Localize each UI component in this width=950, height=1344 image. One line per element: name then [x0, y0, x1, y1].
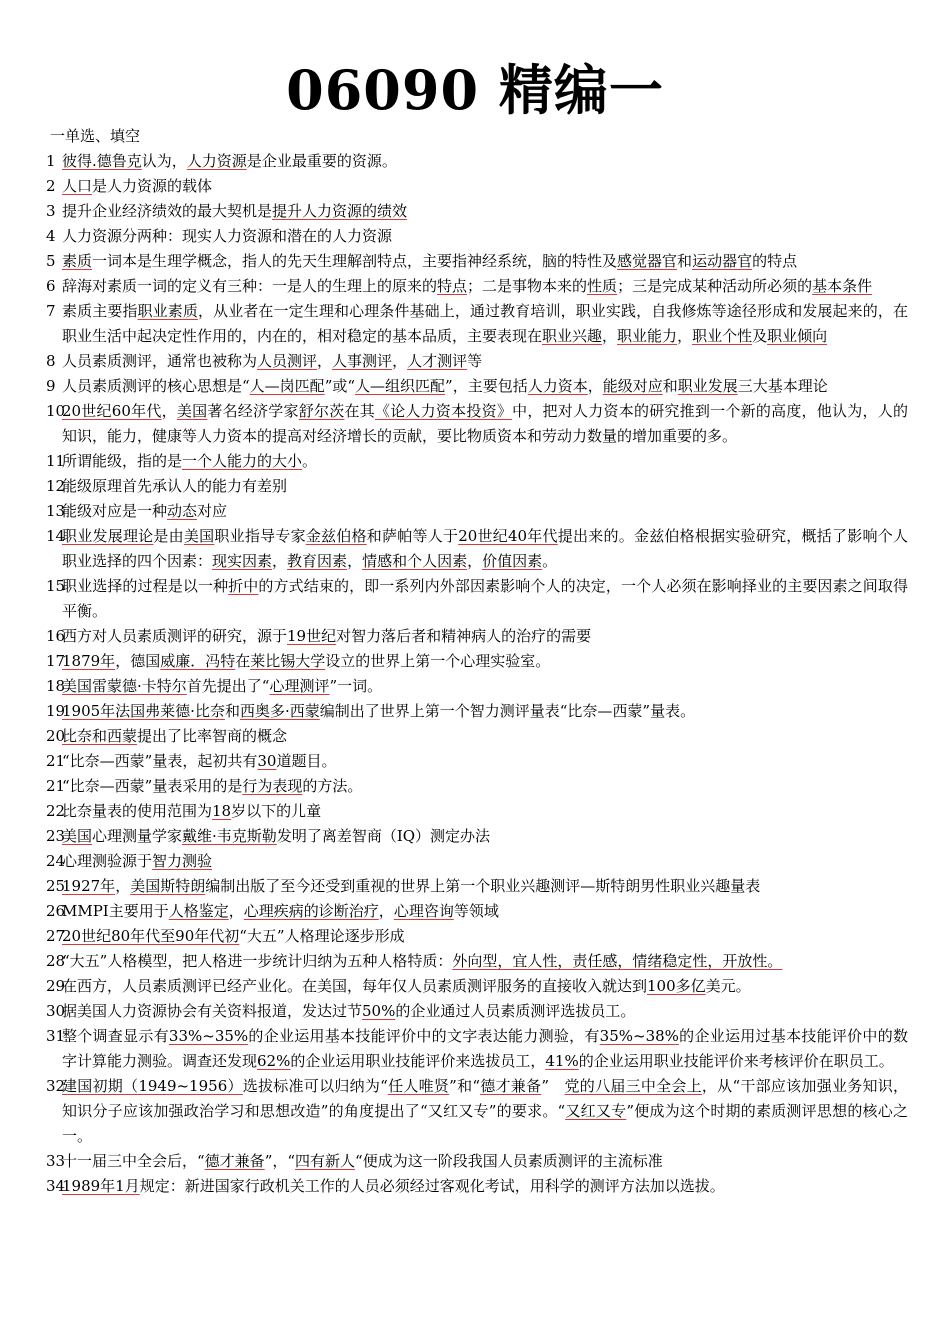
item-number: 21 [46, 777, 66, 795]
text-segment: 在西方，人员素质测评已经产业化。在美国，每年仅人员素质测评服务的直接收入就达到 [62, 977, 648, 995]
text-segment: ” [541, 1077, 565, 1095]
list-item [46, 874, 908, 899]
text-segment: ，从业者在一定生理和心理条件基础上，通过教育培训，职业实践，自我修炼等途径形成和发展起来的，在职业生活中起决定性作用的，内在的，相对稳定的基本品质，主要表现在 [62, 302, 908, 345]
list-item [46, 349, 908, 374]
list-item [46, 724, 908, 749]
key-term: 人口 [62, 177, 93, 195]
text-segment: 和萨帕等人于 [366, 527, 459, 545]
item-number: 12 [46, 477, 66, 495]
list-item [46, 374, 908, 399]
text-segment: 规定：新进国家行政机关工作的人员必须经过客观化考试，用科学的测评方法加以选拔。 [139, 1177, 725, 1195]
text-segment: 十一届三中全会后，“ [62, 1152, 205, 1170]
key-term: 人格鉴定 [168, 902, 229, 920]
key-term: 特点 [437, 277, 468, 295]
item-text [62, 824, 908, 849]
item-text [62, 499, 908, 524]
key-term: 戴维·韦克斯勒 [182, 827, 277, 845]
text-segment: 。 [542, 552, 558, 570]
key-term: 美国斯特朗 [130, 877, 206, 895]
list-item [46, 699, 908, 724]
key-term: 1879年 [62, 652, 116, 670]
item-number: 22 [46, 802, 66, 820]
key-term: 任人唯贤 [387, 1077, 450, 1095]
text-segment: ”，主要包括 [445, 377, 528, 395]
key-term: 能级对应 [602, 377, 663, 395]
list-item [46, 649, 908, 674]
text-segment: “大五”人格模型，把人格进一步统计归纳为五种人格特质： [62, 952, 453, 970]
text-segment: ”便成为这个时期的素质测评思想的核心之一。 [62, 1102, 908, 1145]
item-text [62, 974, 908, 999]
list-item [46, 499, 908, 524]
text-segment: 编制出版了至今还受到重视的世界上第一个职业兴趣测评—斯特朗男性职业兴趣量表 [205, 877, 761, 895]
text-segment: 中，把对人力资本的研究推到一个新的高度，他认为，人的知识，能力，健康等人力资本的提高对经济增长的贡献，要比物质资本和劳动力数量的增加重要的多。 [62, 402, 908, 445]
item-number: 28 [46, 952, 66, 970]
text-segment: “比奈—西蒙”量表采用的是 [62, 777, 243, 795]
text-segment: ”或“ [324, 377, 356, 395]
key-term: 德才兼备 [480, 1077, 542, 1095]
item-text [62, 949, 908, 974]
text-segment: 心理测量学家 [92, 827, 183, 845]
key-term: 100多亿 [647, 977, 706, 995]
item-number: 8 [46, 352, 56, 370]
text-segment: 认为， [141, 152, 187, 170]
item-number: 17 [46, 652, 66, 670]
text-segment: 提升企业经济绩效的最大契机是 [62, 202, 273, 220]
key-term: 性质 [587, 277, 618, 295]
text-segment: ， [272, 552, 288, 570]
key-term: 美国雷蒙德·卡特尔 [62, 677, 187, 695]
item-number: 7 [46, 302, 56, 320]
text-segment: 的特点 [752, 252, 798, 270]
item-number: 26 [46, 902, 66, 920]
text-segment: ”一词。 [329, 677, 383, 695]
item-text [62, 374, 908, 399]
key-term: 行为表现 [242, 777, 303, 795]
item-text [62, 674, 908, 699]
key-term: 心理咨询 [393, 902, 454, 920]
text-segment: 素质主要指 [62, 302, 138, 320]
key-term: 威廉．冯特 [160, 652, 236, 670]
text-segment: 美元。 [705, 977, 751, 995]
key-term: 人力资源 [186, 152, 247, 170]
item-text [62, 524, 908, 574]
key-term: 19世纪 [287, 627, 337, 645]
list-item [46, 524, 908, 574]
key-term: 20世纪60年代 [62, 402, 162, 420]
text-segment: 比奈量表的使用范围为 [62, 802, 213, 820]
item-text [62, 174, 908, 199]
list-item [46, 574, 908, 624]
key-term: 又红又专 [565, 1102, 627, 1120]
item-text [62, 399, 908, 449]
item-text [62, 724, 908, 749]
item-number: 13 [46, 502, 66, 520]
text-segment: 是企业最重要的资源。 [246, 152, 397, 170]
item-number: 3 [46, 202, 56, 220]
list-item [46, 999, 908, 1024]
item-number: 9 [46, 377, 56, 395]
text-segment: “便成为这一阶段我国人员素质测评的主流标准 [355, 1152, 663, 1170]
text-segment: ， [347, 552, 363, 570]
item-text [62, 874, 908, 899]
text-segment: 职业指导专家 [214, 527, 306, 545]
text-segment: 是人力资源的载体 [92, 177, 213, 195]
text-segment: 的方式结束的，即一系列内外部因素影响个人的决定，一个人必须在影响择业的主要因素之间取得平衡。 [62, 577, 908, 620]
text-segment: 和 [224, 702, 240, 720]
key-term: 50% [362, 1002, 396, 1020]
item-text [62, 1074, 908, 1149]
text-segment: 发明了离差智商（IQ）测定办法 [276, 827, 491, 845]
item-text [62, 199, 908, 224]
list-item [46, 749, 908, 774]
key-term: 建国初期（1949~1956） [62, 1077, 243, 1095]
text-segment: 的企业运用过基本技能评价中的数字计算能力测验。调查还发现 [62, 1027, 908, 1070]
text-segment: ， [392, 352, 408, 370]
item-text [62, 924, 908, 949]
list-item [46, 624, 908, 649]
item-number: 34 [46, 1177, 66, 1195]
list-item [46, 474, 908, 499]
key-term: 《论人力资本投资》 [374, 402, 513, 420]
key-term: 1905年法国弗莱德·比奈 [62, 702, 225, 720]
key-term: 职业个性 [692, 327, 753, 345]
key-term: 金兹伯格 [305, 527, 367, 545]
text-segment: 的方法。 [302, 777, 363, 795]
key-term: 提升人力资源的绩效 [272, 202, 408, 220]
key-term: 四有新人 [295, 1152, 356, 1170]
item-number: 21 [46, 752, 66, 770]
key-term: 运动器官 [692, 252, 753, 270]
text-segment: 是由 [153, 527, 184, 545]
text-segment: 首先提出了“ [186, 677, 270, 695]
item-text [62, 224, 908, 249]
item-text [62, 149, 908, 174]
text-segment: ， [317, 352, 333, 370]
item-text [62, 749, 908, 774]
key-term: 人才测评 [407, 352, 468, 370]
item-text [62, 624, 908, 649]
key-term: 1989年1月 [62, 1177, 140, 1195]
text-segment: ”和“ [449, 1077, 481, 1095]
item-text [62, 799, 908, 824]
key-term: 职业发展理论 [62, 527, 154, 545]
item-number: 19 [46, 702, 66, 720]
item-text [62, 349, 908, 374]
key-term: 33%~35% [168, 1027, 249, 1045]
key-term: 西奥多·西蒙 [239, 702, 320, 720]
key-term: 德才兼备 [204, 1152, 265, 1170]
key-term: 智力测验 [152, 852, 213, 870]
item-text [62, 774, 908, 799]
item-text [62, 1024, 908, 1074]
item-number: 32 [46, 1077, 66, 1095]
key-term: 比奈和西蒙 [62, 727, 138, 745]
text-segment: 的企业运用职业技能评价来选拔员工， [290, 1052, 546, 1070]
text-segment: 能级对应是一种 [62, 502, 168, 520]
list-item [46, 1024, 908, 1074]
list-item [46, 674, 908, 699]
text-segment: 编制出了世界上第一个智力测评量表“比奈—西蒙”量表。 [319, 702, 696, 720]
item-text [62, 299, 908, 349]
key-term: 职业倾向 [767, 327, 828, 345]
list-item [46, 274, 908, 299]
item-text [62, 274, 908, 299]
item-number: 24 [46, 852, 66, 870]
text-segment: 及 [752, 327, 768, 345]
key-term: 人事测评 [332, 352, 393, 370]
item-number: 31 [46, 1027, 66, 1045]
key-term: 素质 [62, 252, 93, 270]
key-term: 美国 [183, 527, 215, 545]
text-segment: 道题目。 [276, 752, 337, 770]
key-term: 35%~38% [599, 1027, 679, 1045]
item-number: 11 [46, 452, 66, 470]
text-segment: 所谓能级，指的是 [62, 452, 183, 470]
item-number: 2 [46, 177, 56, 195]
text-segment: 整个调查显示有 [62, 1027, 169, 1045]
text-segment: “大五”人格理论逐步形成 [239, 927, 405, 945]
key-term: 人—岗匹配 [249, 377, 325, 395]
item-text [62, 1174, 908, 1199]
key-term: 情感和个人因素 [362, 552, 468, 570]
text-segment: 的企业通过人员素质测评选拔员工。 [395, 1002, 636, 1020]
key-term: 20世纪40年代 [458, 527, 558, 545]
key-term: 18 [212, 802, 232, 820]
key-term: 人力资本 [527, 377, 588, 395]
text-segment: MMPI主要用于 [62, 902, 169, 920]
list-item [46, 799, 908, 824]
key-term: 基本条件 [812, 277, 873, 295]
list-item [46, 924, 908, 949]
key-term: 心理测评 [269, 677, 330, 695]
list-item [46, 1074, 908, 1149]
text-segment: 的企业运用基本技能评价中的文字表达能力测验，有 [248, 1027, 600, 1045]
key-term: 职业能力 [617, 327, 678, 345]
key-term: 一个人能力的大小 [182, 452, 303, 470]
text-segment: 等领域 [453, 902, 499, 920]
key-term: 舒尔茨 [298, 402, 345, 420]
key-term: 教育因素 [287, 552, 348, 570]
item-text [62, 649, 908, 674]
text-segment: 人力资源分两种：现实人力资源和潜在的人力资源 [62, 227, 393, 245]
list-item [46, 224, 908, 249]
item-number: 33 [46, 1152, 66, 1170]
text-segment: 对应 [197, 502, 228, 520]
item-text [62, 249, 908, 274]
text-segment: 对智力落后者和精神病人的治疗的需要 [336, 627, 592, 645]
text-segment: 心理测验源于 [62, 852, 153, 870]
item-number: 1 [46, 152, 56, 170]
item-text [62, 574, 908, 624]
text-segment: 提出来的。金兹伯格根据实验研究，概括了影响个人职业选择的四个因素： [62, 527, 908, 570]
list-item [46, 149, 908, 174]
key-term: 职业素质 [137, 302, 198, 320]
key-term: 职业兴趣 [542, 327, 603, 345]
item-text [62, 449, 908, 474]
key-term: 心理疾病的诊断治疗 [243, 902, 379, 920]
text-segment: 在其 [344, 402, 375, 420]
item-number: 27 [46, 927, 66, 945]
list-item [46, 1149, 908, 1174]
text-segment: 和 [662, 377, 678, 395]
text-segment: 在 [235, 652, 251, 670]
item-number: 15 [46, 577, 66, 595]
key-term: 动态 [167, 502, 198, 520]
section-heading: 一单选、填空 [50, 127, 141, 145]
item-list [46, 149, 908, 1199]
text-segment: ， [378, 902, 394, 920]
item-number: 16 [46, 627, 66, 645]
key-term: 莱比锡大学 [250, 652, 326, 670]
item-text [62, 899, 908, 924]
text-segment: 辞海对素质一词的定义有三种：一是人的生理上的原来的 [62, 277, 438, 295]
item-text [62, 1149, 908, 1174]
text-segment: 的企业运用职业技能评价来考核评价在职员工。 [578, 1052, 894, 1070]
text-segment: ”，“ [264, 1152, 296, 1170]
list-item [46, 249, 908, 274]
text-segment: 和 [677, 252, 693, 270]
text-segment: ， [602, 327, 618, 345]
key-term: 30 [257, 752, 277, 770]
text-segment: 一词本是生理学概念，指人的先天生理解剖特点，主要指神经系统，脑的特性及 [92, 252, 618, 270]
text-segment: 岁以下的儿童 [231, 802, 322, 820]
item-number: 23 [46, 827, 66, 845]
text-segment: ， [161, 402, 177, 420]
page-title: 06090 精编一 [286, 58, 664, 122]
item-number: 29 [46, 977, 66, 995]
list-item [46, 974, 908, 999]
text-segment: 选拔标准可以归纳为“ [242, 1077, 388, 1095]
key-term: 1927年 [62, 877, 116, 895]
text-segment: ；二是事物本来的 [467, 277, 588, 295]
item-number: 30 [46, 1002, 66, 1020]
key-term: 美国 [176, 402, 208, 420]
text-segment: 设立的世界上第一个心理实验室。 [325, 652, 551, 670]
item-number: 20 [46, 727, 66, 745]
text-segment: 据美国人力资源协会有关资料报道，发达过节 [62, 1002, 363, 1020]
key-term: 党的八届三中全会上 [564, 1077, 702, 1095]
text-segment: ， [587, 377, 603, 395]
text-segment: ，德国 [115, 652, 161, 670]
text-segment: ，从“干部应该加强业务知识，知识分子应该加强政治学习和思想改造”的角度提出了“又红又专”的要求。“ [62, 1077, 909, 1120]
item-text [62, 699, 908, 724]
text-segment: ；三是完成某种活动所必须的 [617, 277, 813, 295]
list-item [46, 449, 908, 474]
list-item [46, 774, 908, 799]
key-term: 人员测评 [257, 352, 318, 370]
item-number: 10 [46, 402, 66, 420]
text-segment: 人员素质测评的核心思想是“ [62, 377, 250, 395]
list-item [46, 849, 908, 874]
list-item [46, 1174, 908, 1199]
text-segment: 职业选择的过程是以一种 [62, 577, 229, 595]
item-text [62, 999, 908, 1024]
item-number: 4 [46, 227, 56, 245]
text-segment: 能级原理首先承认人的能力有差别 [62, 477, 288, 495]
item-text [62, 474, 908, 499]
list-item [46, 399, 908, 449]
text-segment: ， [228, 902, 244, 920]
text-segment: 西方对人员素质测评的研究，源于 [62, 627, 288, 645]
item-number: 6 [46, 277, 56, 295]
key-term: 62% [257, 1052, 291, 1070]
item-text [62, 849, 908, 874]
key-term: 美国 [62, 827, 93, 845]
item-number: 18 [46, 677, 66, 695]
key-term: 彼得.德鲁克 [62, 152, 142, 170]
text-segment: 。 [302, 452, 318, 470]
key-term: 职业发展 [677, 377, 738, 395]
text-segment: ， [467, 552, 483, 570]
text-segment: 等 [467, 352, 483, 370]
list-item [46, 824, 908, 849]
list-item [46, 299, 908, 349]
key-term: 人—组织匹配 [355, 377, 446, 395]
text-segment: ， [677, 327, 693, 345]
text-segment: 人员素质测评，通常也被称为 [62, 352, 258, 370]
item-number: 14 [46, 527, 66, 545]
item-number: 5 [46, 252, 56, 270]
text-segment: “比奈—西蒙”量表，起初共有 [62, 752, 258, 770]
key-term: 价值因素 [482, 552, 543, 570]
key-term: 现实因素 [212, 552, 273, 570]
text-segment: 提出了比率智商的概念 [137, 727, 288, 745]
key-term: 20世纪80年代至90年代初 [62, 927, 240, 945]
key-term: 外向型，宜人性，责任感，情绪稳定性，开放性。 [452, 952, 783, 970]
key-term: 感觉器官 [617, 252, 678, 270]
key-term: 41% [545, 1052, 579, 1070]
key-term: 折中 [228, 577, 259, 595]
text-segment: 著名经济学家 [207, 402, 299, 420]
text-segment: 三大基本理论 [737, 377, 828, 395]
text-segment: ， [115, 877, 131, 895]
list-item [46, 199, 908, 224]
list-item [46, 899, 908, 924]
list-item [46, 949, 908, 974]
list-item [46, 174, 908, 199]
item-number: 25 [46, 877, 66, 895]
